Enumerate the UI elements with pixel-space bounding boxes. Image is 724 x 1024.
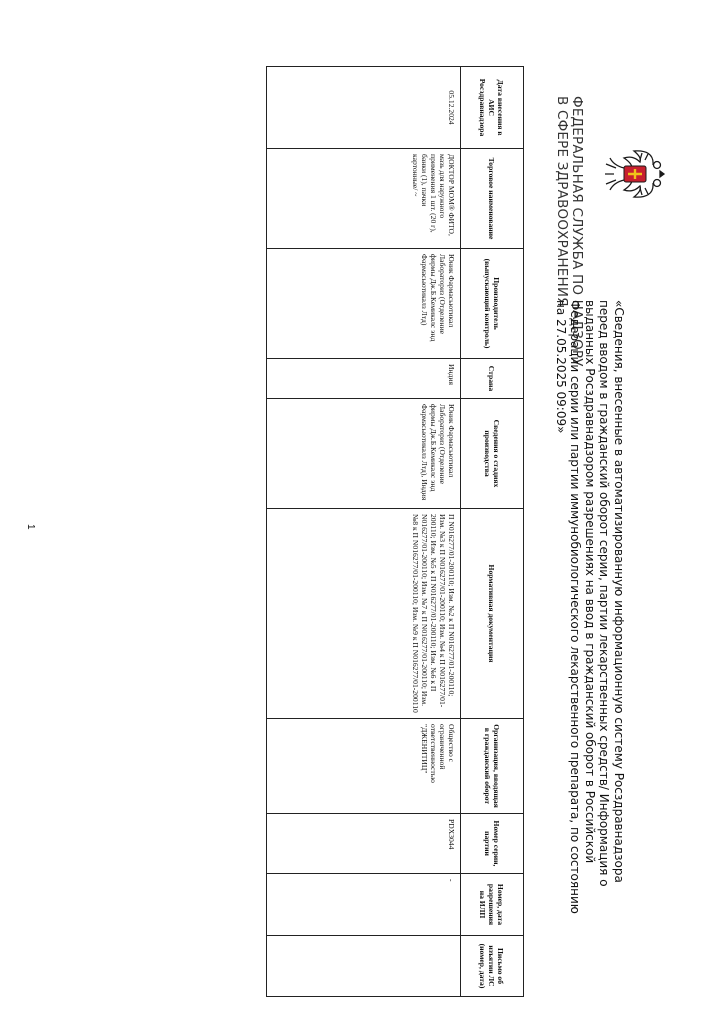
double-headed-eagle-emblem-icon	[602, 148, 668, 200]
cell-manufacturer: Юник Фармасьютикал Лабораториз (Отделение фирмы Дж.Б.Кемикалс энд Фармасьютикалз Лтд)	[267, 249, 461, 359]
col-header-country: Страна	[461, 359, 524, 399]
col-header-permit: Номер, дата разрешения на ИЛП	[461, 874, 524, 936]
cell-date: 05.12.2024	[267, 67, 461, 149]
cell-country: Индия	[267, 359, 461, 399]
agency-name-line-1: ФЕДЕРАЛЬНАЯ СЛУЖБА ПО НАДЗОРУ	[569, 96, 585, 367]
cell-batch: PDX3044	[267, 814, 461, 874]
table-header-row	[461, 67, 524, 997]
col-header-withdrawal: Письмо об изъятии ЛС (номер, дата)	[461, 936, 524, 997]
batch-info-table	[266, 66, 524, 997]
cell-organization: Общество с ограниченной ответственностью "ДЖЕНИТИЦ"	[267, 719, 461, 814]
col-header-manufacturer: Производитель (выпускающий контроль)	[461, 249, 524, 359]
table-row	[267, 67, 461, 997]
cell-permit: -	[267, 874, 461, 936]
cell-regulatory-docs: П N016277/01-200110; Изм. №2 к П N016277/01-200110; Изм. №3 к П N016277/01-200110; Изм. №4 к П N016277/01-200110; Изм. №5 к П N016277/01-200110; Изм. №6 к П N016277/01-200110; Изм. №7 к П N016277/01-200110; Изм. №8 к П N016277/01-200110; Изм. №9 к П N016277/01-200110	[267, 509, 461, 719]
page-number: 1	[25, 524, 36, 530]
col-header-stages: Сведения о стадиях производства	[461, 399, 524, 509]
col-header-batch: Номер серии, партии	[461, 814, 524, 874]
col-header-trade-name: Торговое наименование	[461, 149, 524, 249]
cell-withdrawal	[267, 936, 461, 997]
col-header-regulatory-docs: Нормативная документация	[461, 509, 524, 719]
col-header-organization: Организация, вводящая в гражданский оборот	[461, 719, 524, 814]
col-header-date: Дата внесения в АИС Росздравнадзора	[461, 67, 524, 149]
document-header: «Сведения, внесенные в автоматизированную информационную систему Росздравнадзора перед вводом в гражданский оборот серии, партии лекарственных средств/ Информация о выданных Росздравнадзором разрешениях на ввод в гражданский оборот в Российской Федерации серии или партии иммунобиологического лекарственного препарата, по состоянию на 27.05.2025 09:09»	[554, 300, 626, 914]
cell-stages: Юник Фармасьютикал Лабораториз (Отделение фирмы Дж.Б.Кемикалс энд Фармасьютикалз Лтд), Индия	[267, 399, 461, 509]
cell-trade-name: ДОКТОР МОМ® ФИТО, мазь для наружного применения 1 шт. (20 г), банки (1), пачки картонные/ ~	[267, 149, 461, 249]
agency-name-line-2: В СФЕРЕ ЗДРАВООХРАНЕНИЯ	[554, 96, 570, 307]
